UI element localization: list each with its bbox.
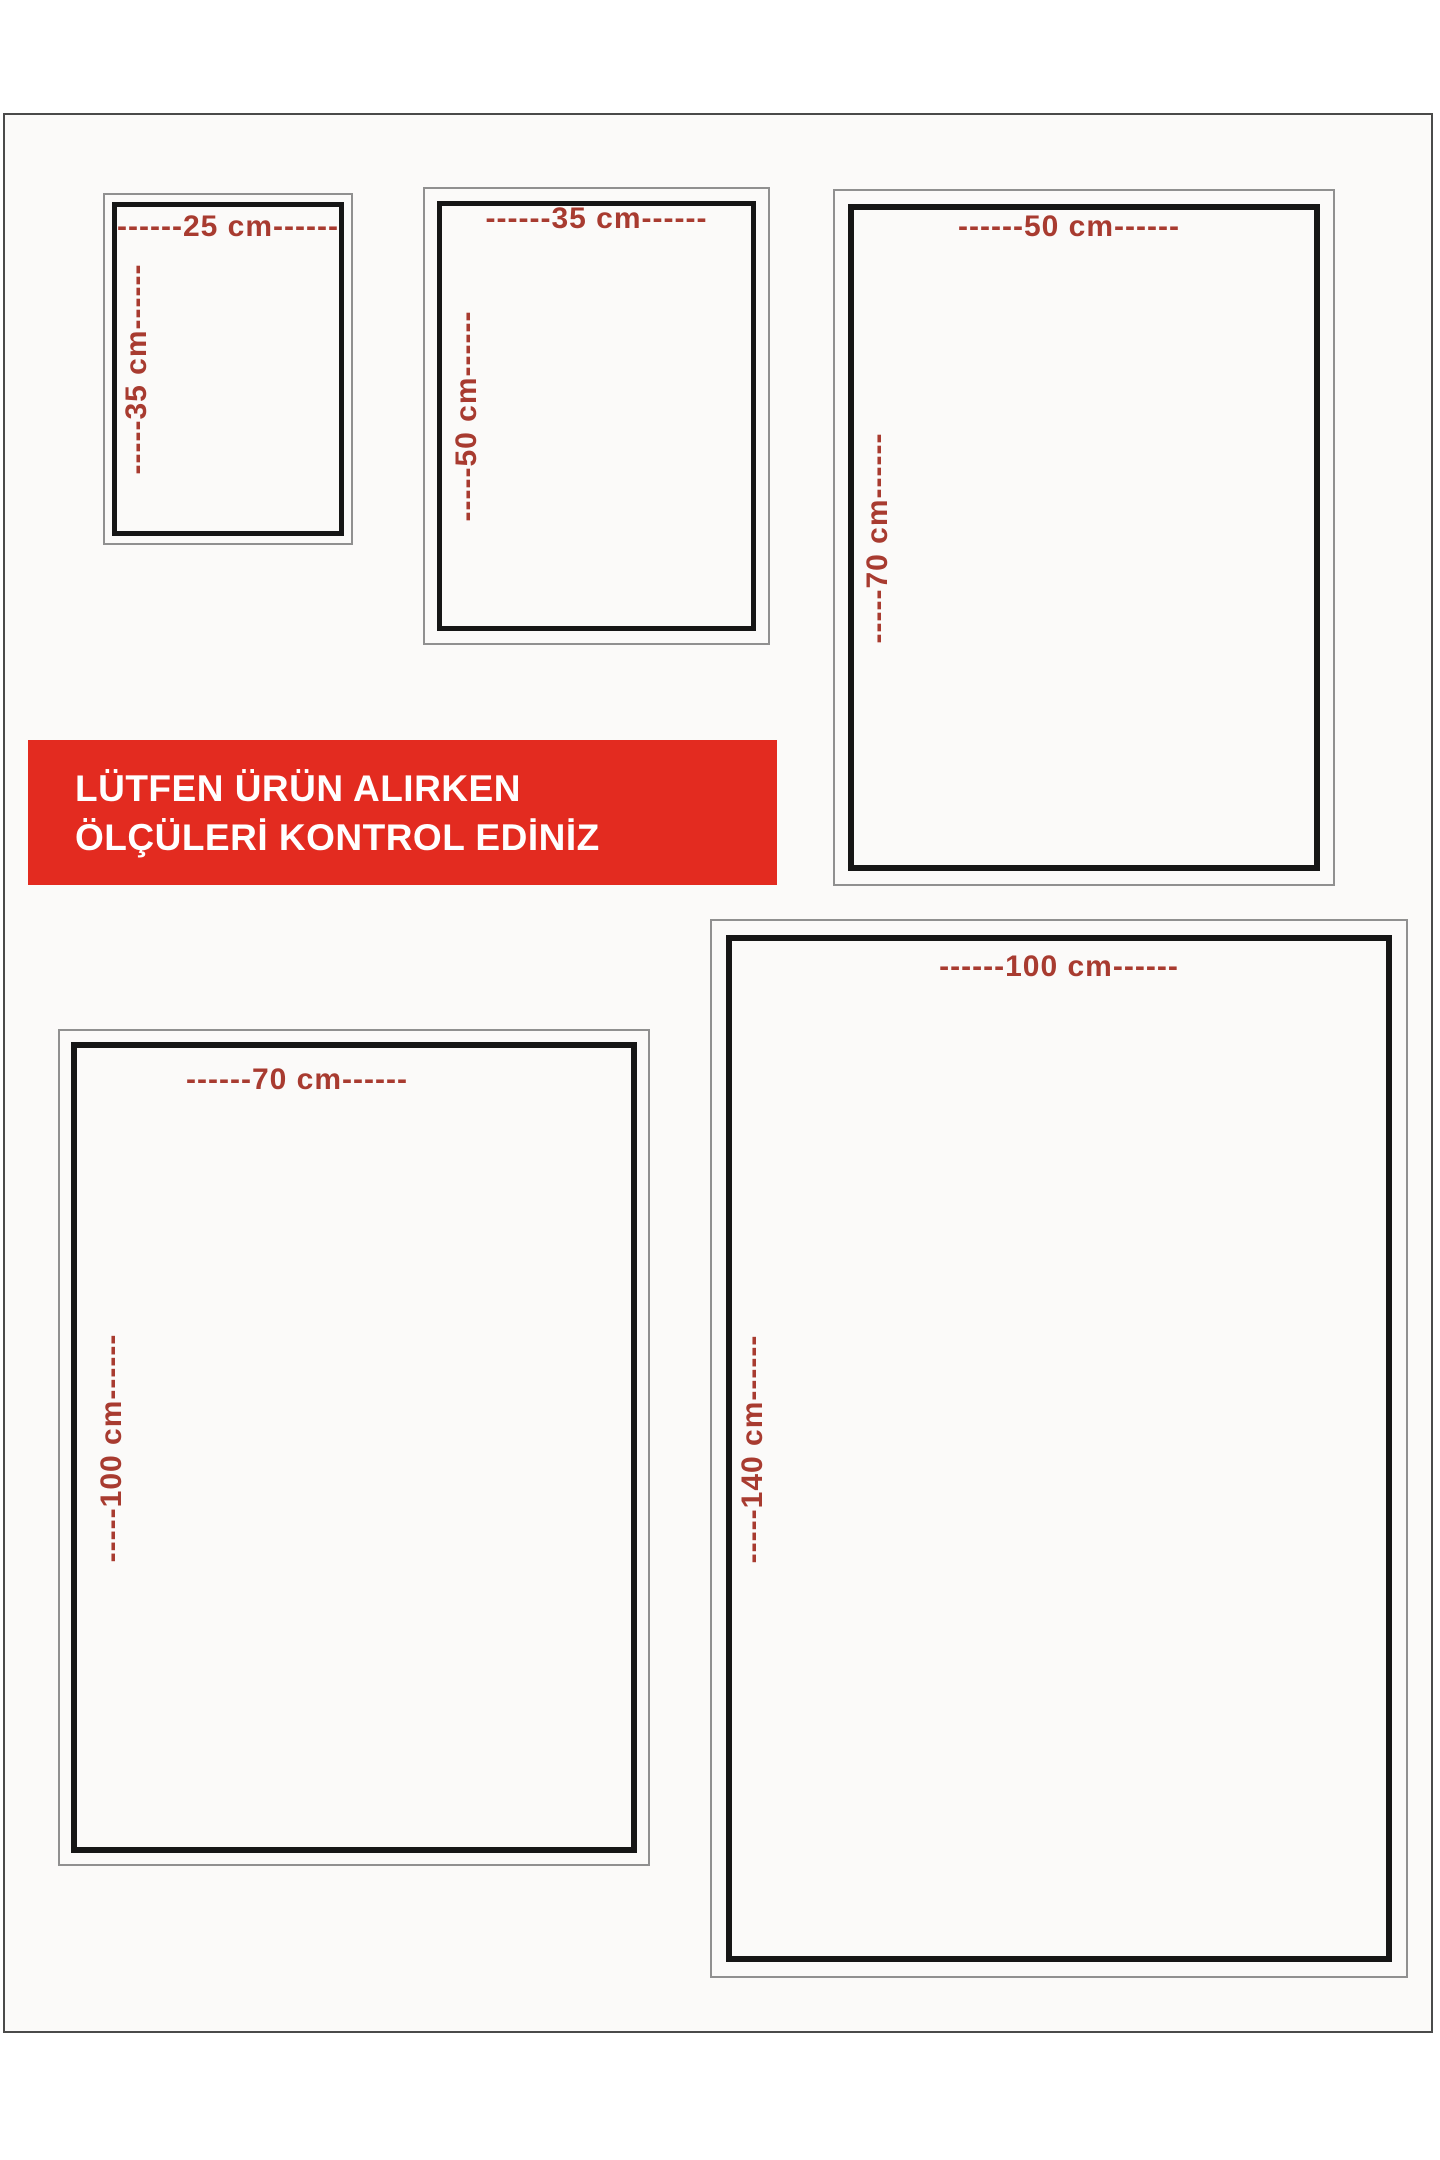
size-box-25x35 [103, 193, 353, 545]
size-box-35x50 [423, 187, 770, 645]
height-dimension-label: -----35 cm------ [120, 263, 153, 475]
size-box-50x70 [833, 189, 1335, 886]
size-box-100x140-inner-frame [726, 935, 1392, 1962]
size-box-50x70-inner-frame [848, 204, 1320, 871]
size-box-25x35-inner-frame [112, 202, 344, 536]
size-box-70x100-inner-frame [71, 1042, 637, 1853]
size-box-100x140 [710, 919, 1408, 1978]
warning-banner [28, 740, 777, 885]
width-dimension-label: ------70 cm------ [186, 1063, 408, 1096]
warning-banner-line2: ÖLÇÜLERİ KONTROL EDİNİZ [75, 816, 600, 858]
warning-banner-line1: LÜTFEN ÜRÜN ALIRKEN [75, 767, 521, 809]
height-dimension-label: -----70 cm------ [861, 432, 894, 643]
size-box-70x100 [58, 1029, 650, 1866]
size-box-35x50-inner-frame [437, 201, 756, 631]
height-dimension-label: -----50 cm------ [450, 310, 483, 522]
height-dimension-label: -----100 cm------ [95, 1333, 128, 1562]
width-dimension-label: ------35 cm------ [485, 202, 708, 235]
width-dimension-label: ------100 cm------ [939, 950, 1179, 983]
width-dimension-label: ------25 cm------ [117, 210, 339, 243]
height-dimension-label: -----140 cm------ [736, 1334, 769, 1563]
width-dimension-label: ------50 cm------ [958, 210, 1180, 243]
